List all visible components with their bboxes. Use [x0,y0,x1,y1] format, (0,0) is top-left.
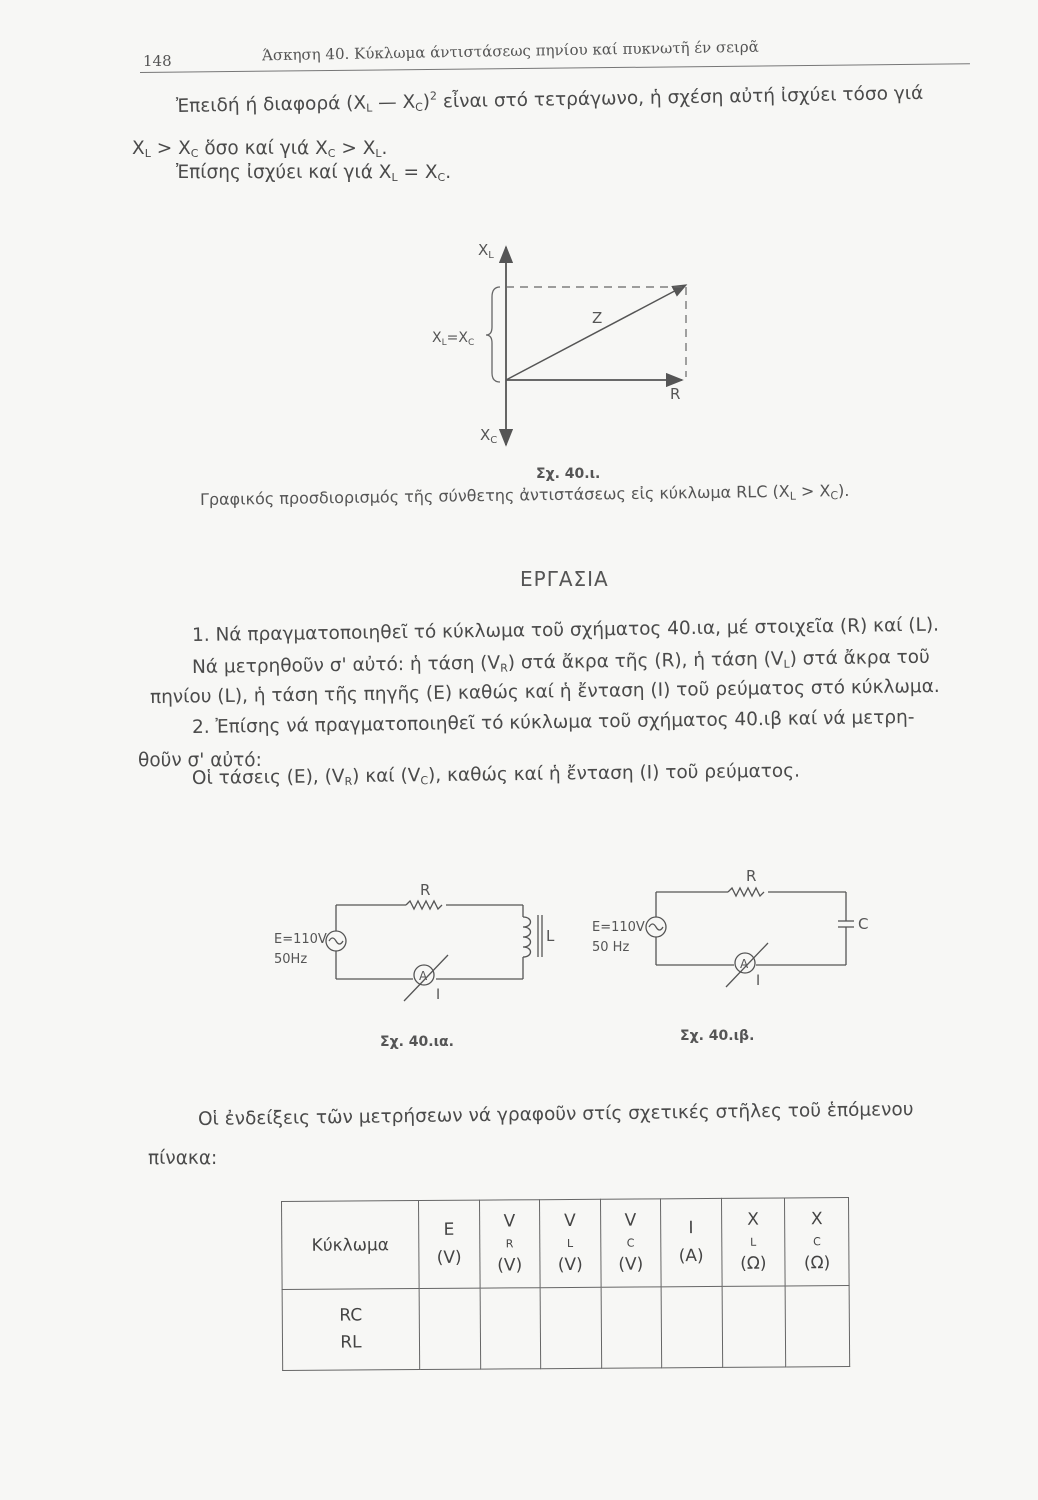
column-header: V R (V) [479,1200,540,1288]
figure-number-40ia: Σχ. 40.ια. [380,1034,454,1050]
figure-number-40i: Σχ. 40.ι. [536,466,601,482]
ammeter-label: A [419,969,428,983]
current-label: I [436,987,441,1003]
column-header: Κύκλωμα [282,1201,420,1290]
table-cell [419,1288,480,1369]
table-cell [661,1286,722,1367]
task-2-line-3: Οἱ τάσεις (E), $(V_R)$ καί $(V_C)$, καθώς καί ἡ ἔνταση (I) τοῦ ρεύματος. [191,760,801,789]
column-header: V C (V) [600,1199,661,1287]
row-labels-cell: RC RL [282,1289,420,1371]
running-title: Άσκηση 40. Κύκλωμα άντιστάσεως πηνίου καί πυκνωτῆ έν σειρᾶ [261,37,759,65]
label-xl-eq-xc: $X_L=X_C$ [432,330,475,348]
source-frequency-label-b: 50 Hz [592,940,630,955]
table-cell [601,1287,662,1368]
intro-line-1: Ἐπειδή ή διαφορά ($X_L$ — $X_C)^2$ εἶναι στό τετράγωνο, ἡ σχέση αὐτή ἰσχύει τόσο γιά [175,82,924,117]
column-header: X L (Ω) [721,1198,785,1286]
resistor-symbol [406,901,442,909]
resistor-label-b: R [746,867,757,885]
resistor-symbol-b [728,888,764,896]
section-heading: ΕΡΓΑΣΙΑ [520,567,609,591]
task-1-line-2: Νά μετρηθοῦν σ' αὐτό: ἡ τάση $(V_R)$ στά ἄκρα τῆς (R), ἡ τάση $(V_L)$ στά ἄκρα τοῦ [191,646,930,678]
closing-line-1: Οἱ ἐνδείξεις τῶν μετρήσεων νά γραφοῦν στίς σχετικές στῆλες τοῦ ἑπόμενου [197,1099,914,1130]
z-vector-arrow [506,285,686,380]
intro-line-2: $X_L > X_C$ ὅσο καί γιά $X_C > X_L$. [132,138,388,160]
circuit-rl-diagram [268,875,568,1025]
figure-caption-40i: Γραφικός προσδιορισμός τῆς σύνθετης ἀντιστάσεως εἰς κύκλωμα RLC $(X_L > X_C)$. [199,480,850,509]
table-header-row [282,1198,850,1290]
source-voltage-label: E=110V [274,932,327,947]
table-row [282,1286,850,1371]
resistor-label: R [420,881,431,899]
intro-line-3: Ἐπίσης ἰσχύει καί γιά $X_L = X_C$. [176,162,452,184]
brace [486,287,500,382]
task-2-line-2: θοῦν σ' αὐτό: [138,750,262,771]
figure-number-40ib: Σχ. 40.ιβ. [680,1028,755,1044]
label-r: R [670,385,681,403]
label-xl: $X_L$ [478,241,494,261]
table-cell [722,1286,786,1367]
task-1-line-3: πηνίου (L), ἡ τάση τῆς πηγῆς (E) καθώς καί ἡ ἔνταση (I) τοῦ ρεύματος στό κύκλωμα. [149,675,940,708]
impedance-diagram [420,225,720,455]
page-number: 148 [143,52,172,70]
header-rule [140,63,970,73]
inductor-symbol [523,917,531,957]
source-voltage-label-b: E=110V [592,920,645,935]
table-cell [785,1286,849,1367]
column-header: I (A) [661,1198,722,1286]
task-2-line-1: 2. Ἐπίσης νά πραγματοποιηθεῖ τό κύκλωμα τοῦ σχήματος 40.ιβ καί νά μετρη- [191,706,915,738]
label-z: Z [592,309,603,327]
inductor-label: L [546,927,555,945]
current-label-b: I [756,973,761,989]
source-frequency-label: 50Hz [274,952,308,967]
label-xc: $X_C$ [480,426,498,446]
column-header: E (V) [419,1200,480,1288]
table-cell [540,1287,601,1368]
measurements-table [281,1197,850,1371]
circuit-rc-diagram [586,865,886,1015]
closing-line-2: πίνακα: [148,1148,218,1169]
task-1-line-1: 1. Νά πραγματοποιηθεῖ τό κύκλωμα τοῦ σχήματος 40.ια, μέ στοιχεῖα (R) καί (L). [191,614,940,646]
column-header: X C (Ω) [785,1198,849,1286]
table-cell [480,1288,541,1369]
column-header: V L (V) [540,1199,601,1287]
ammeter-label-b: A [740,957,749,971]
capacitor-label: C [858,915,869,933]
